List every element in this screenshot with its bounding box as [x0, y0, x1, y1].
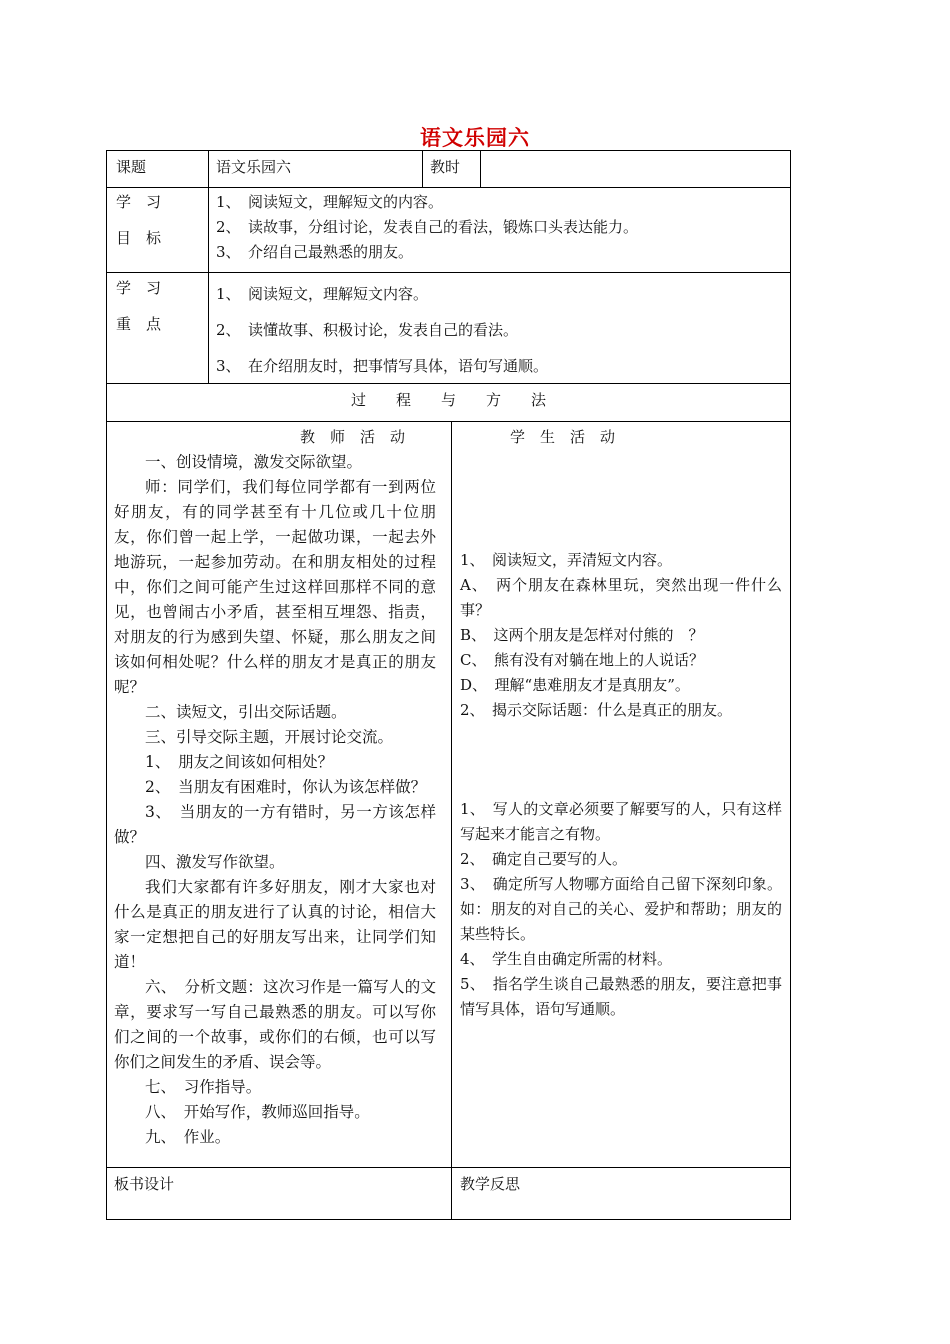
teacher-activities [114, 450, 436, 1150]
col-divider [480, 150, 481, 187]
teacher-paragraph: 三、引导交际主题，开展讨论交流。 [145, 728, 394, 746]
col-divider [422, 150, 423, 187]
keypoint-item: 1、 阅读短文，理解短文内容。 [216, 285, 429, 303]
student-item: 5、 指名学生谈自己最熟悉的朋友，要注意把事情写具体，语句写通顺。 [460, 975, 782, 1018]
teacher-paragraph: 六、 分析文题：这次习作是一篇写人的文章，要求写一写自己最熟悉的朋友。可以写你们之间的一个故事，或你们的右倾，也可以写你们之间发生的矛盾、误会等。 [114, 978, 436, 1071]
teacher-paragraph: 八、 开始写作，教师巡回指导。 [145, 1103, 370, 1121]
student-item: C、 熊有没有对躺在地上的人说话？ [460, 651, 704, 669]
teacher-paragraph: 1、 朋友之间该如何相处？ [145, 753, 334, 771]
objective-item: 2、 读故事，分组讨论，发表自己的看法，锻炼口头表达能力。 [216, 218, 639, 236]
teacher-paragraph: 四、激发写作欲望。 [145, 853, 285, 871]
subject-value: 语文乐园六 [216, 158, 292, 176]
row-divider [106, 421, 791, 422]
keypoint-item: 2、 读懂故事、积极讨论，发表自己的看法。 [216, 321, 519, 339]
teacher-paragraph: 2、 当朋友有困难时，你认为该怎样做？ [145, 778, 427, 796]
objective-item: 1、 阅读短文，理解短文的内容。 [216, 193, 444, 211]
student-heading: 学 生 活 动 [510, 428, 616, 446]
row-divider [106, 1167, 791, 1168]
hours-label: 教时 [430, 158, 461, 176]
keypoints-label-2: 重 点 [116, 315, 162, 333]
process-heading: 过 程 与 方 法 [350, 391, 546, 409]
board-design-label: 板书设计 [114, 1175, 175, 1193]
objectives-label-2: 目 标 [116, 229, 162, 247]
objective-item: 3、 介绍自己最熟悉的朋友。 [216, 243, 414, 261]
student-item: 1、 写人的文章必须要了解要写的人，只有这样写起来才能言之有物。 [460, 800, 782, 843]
col-divider [208, 150, 209, 383]
student-item: 4、 学生自由确定所需的材料。 [460, 950, 673, 968]
teacher-paragraph: 3、 当朋友的一方有错时，另一方该怎样做？ [114, 803, 436, 846]
col-divider [451, 421, 452, 1220]
student-activities-2 [460, 797, 782, 1022]
teacher-paragraph: 九、 作业。 [145, 1128, 231, 1146]
student-item: 2、 揭示交际话题：什么是真正的朋友。 [460, 701, 733, 719]
objectives-list [216, 190, 638, 265]
student-item: B、 这两个朋友是怎样对付熊的 ？ [460, 626, 704, 644]
student-item: 2、 确定自己要写的人。 [460, 850, 628, 868]
teacher-paragraph: 一、创设情境，激发交际欲望。 [145, 453, 363, 471]
teacher-paragraph: 七、 习作指导。 [145, 1078, 262, 1096]
student-activities-1 [460, 548, 782, 723]
keypoint-item: 3、 在介绍朋友时，把事情写具体，语句写通顺。 [216, 357, 549, 375]
student-item: 3、 确定所写人物哪方面给自己留下深刻印象。如：朋友的对自己的关心、爱护和帮助；朋友的某些特长。 [460, 875, 782, 943]
teacher-paragraph: 我们大家都有许多好朋友，刚才大家也对什么是真正的朋友进行了认真的讨论，相信大家一定想把自己的好朋友写出来，让同学们知道！ [114, 878, 436, 971]
student-item: A、 两个朋友在森林里玩，突然出现一件什么事？ [460, 576, 782, 619]
teacher-paragraph: 二、读短文，引出交际话题。 [145, 703, 347, 721]
keypoints-list [216, 276, 548, 384]
teacher-paragraph: 师：同学们，我们每位同学都有一到两位好朋友，有的同学甚至有十几位或几十位朋友，你们曾一起上学，一起做功课，一起去外地游玩，一起参加劳动。在和朋友相处的过程中，你们之间可能产生过这样回那样不同的意见，也曾闹古小矛盾，甚至相互埋怨、指责，对朋友的行为感到失望、怀疑，那么朋友之间该如何相处呢？什么样的朋友才是真正的朋友呢？ [114, 478, 436, 696]
keypoints-label-1: 学 习 [116, 279, 162, 297]
teaching-reflection-label: 教学反思 [460, 1175, 521, 1193]
page-title: 语文乐园六 [420, 126, 530, 150]
student-item: 1、 阅读短文，弄清短文内容。 [460, 551, 673, 569]
student-item: D、 理解“患难朋友才是真朋友”。 [460, 676, 690, 694]
teacher-heading: 教 师 活 动 [300, 428, 406, 446]
objectives-label-1: 学 习 [116, 193, 162, 211]
subject-label: 课题 [116, 158, 147, 176]
